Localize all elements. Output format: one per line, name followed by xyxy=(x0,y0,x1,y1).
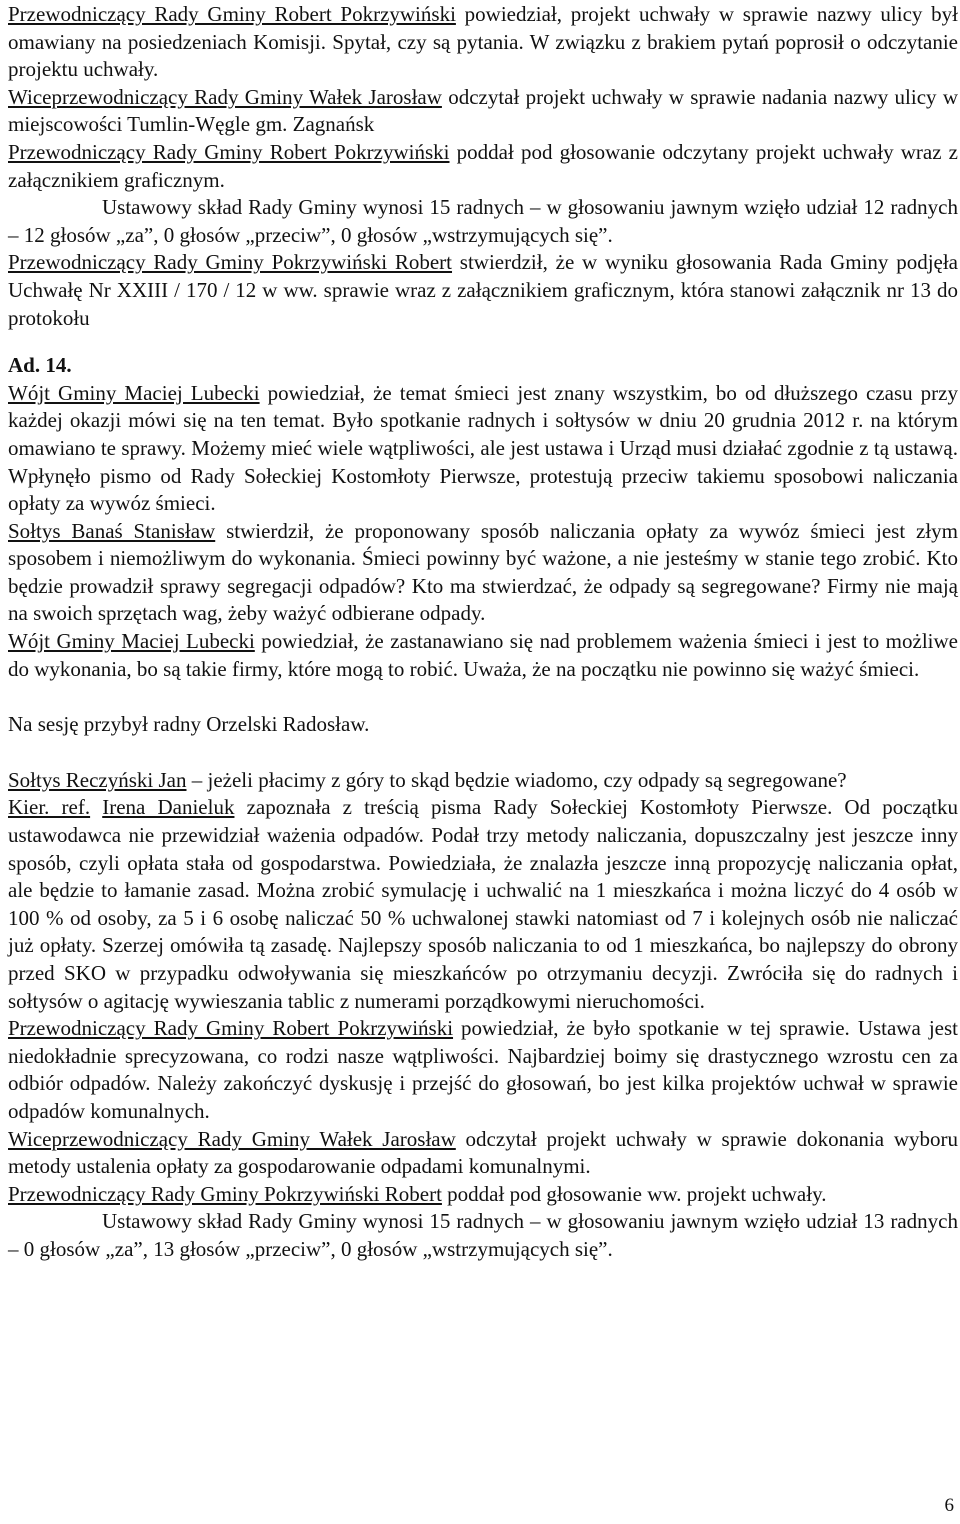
paragraph-text: stwierdził, że proponowany sposób naliczania opłaty za wywóz śmieci jest złym sposobem i niemożliwym do wykonania. Śmieci powinny być ważone, a nie jesteśmy w stanie tego zrobić. Kto będzie prowadził sprawy segregacji odpadów? Kto ma stwierdzać, że odpady są segregowane? Firmy nie mają na swoich sprzętach wag, żeby ważyć odbierane odpady. xyxy=(8,518,958,626)
speaker-prefix: Kier. ref. xyxy=(8,795,91,820)
paragraph xyxy=(8,628,958,683)
paragraph xyxy=(8,380,958,518)
speaker-name: Przewodniczący Rady Gminy Pokrzywiński Robert xyxy=(8,250,453,275)
speaker-name: Wójt Gminy Maciej Lubecki xyxy=(8,629,255,654)
paragraph xyxy=(8,1181,958,1209)
vote-result: Ustawowy skład Rady Gminy wynosi 15 radnych – w głosowaniu jawnym wzięło udział 13 radnych – 0 głosów „za”, 13 głosów „przeciw”, 0 głosów „wstrzymujących się”. xyxy=(8,1209,958,1261)
speaker-name: Wiceprzewodniczący Rady Gminy Wałek Jarosław xyxy=(8,84,442,109)
page-number: 6 xyxy=(944,1495,954,1516)
paragraph-text: poddał pod głosowanie ww. projekt uchwały. xyxy=(441,1181,827,1206)
paragraph xyxy=(8,794,958,1015)
paragraph-text: poddał pod głosowanie odczytany projekt uchwały wraz z załącznikiem graficznym. xyxy=(8,139,958,192)
section-heading: Ad. 14. xyxy=(8,353,72,378)
paragraph xyxy=(8,518,958,628)
speaker-name: Przewodniczący Rady Gminy Robert Pokrzywiński xyxy=(8,2,456,26)
speaker-name: Przewodniczący Rady Gminy Robert Pokrzywiński xyxy=(8,1016,454,1041)
paragraph-text: powiedział, że temat śmieci jest znany wszystkim, bo od dłuższego czasu przy każdej okazji mówi się na ten temat. Było spotkanie radnych i sołtysów w dniu 20 grudnia 2012 r. na którym omawiano te sprawy. Możemy mieć wiele wątpliwości, ale jest ustawa i Urząd musi działać zgodnie z tą ustawą. Wpłynęło pismo od Rady Sołeckiej Kostomłoty Pierwsze, protestują przeciw takiemu sposobowi naliczania opłaty za wywóz śmieci. xyxy=(8,380,958,516)
paragraph-text: powiedział, projekt uchwały w sprawie nazwy ulicy był omawiany na posiedzeniach Komisji. Spytał, czy są pytania. W związku z brakiem pytań poprosił o odczytanie projektu uchwały. xyxy=(8,2,958,82)
speaker-name: Przewodniczący Rady Gminy Robert Pokrzywiński xyxy=(8,139,450,164)
document-body xyxy=(8,1,958,1264)
paragraph-text: powiedział, że zastanawiano się nad problemem ważenia śmieci i jest to możliwe do wykonania, bo są takie firmy, które mogą to robić. Uważa, że na początku nie powinno się ważyć śmieci. xyxy=(8,629,958,681)
paragraph xyxy=(8,1,958,84)
paragraph xyxy=(8,767,958,795)
speaker-name: Wiceprzewodniczący Rady Gminy Wałek Jarosław xyxy=(8,1126,456,1151)
paragraph xyxy=(8,84,958,139)
speaker-name: Irena Danieluk xyxy=(102,795,235,820)
paragraph xyxy=(8,1126,958,1181)
speaker-name: Sołtys Banaś Stanisław xyxy=(8,518,216,543)
paragraph-text: odczytał projekt uchwały w sprawie dokonania wyboru metody ustalenia opłaty za gospodarowanie odpadami komunalnymi. xyxy=(8,1126,958,1179)
paragraph-text: – jeżeli płacimy z góry to skąd będzie wiadomo, czy odpady są segregowane? xyxy=(186,767,847,792)
paragraph xyxy=(8,139,958,194)
paragraph xyxy=(8,1015,958,1125)
spacer xyxy=(8,739,958,767)
spacer xyxy=(8,332,958,352)
speaker-name: Sołtys Reczyński Jan xyxy=(8,767,187,792)
speaker-name: Przewodniczący Rady Gminy Pokrzywiński Robert xyxy=(8,1181,442,1206)
paragraph xyxy=(8,249,958,332)
paragraph-text: zapoznała z treścią pisma Rady Sołeckiej Kostomłoty Pierwsze. Od początku ustawodawca nie przewidział ważenia odpadów. Podał trzy metody naliczania, dopuszczalny jest jeszcze inny sposób, czyli opłata stała od gospodarstwa. Powiedziała, że znalazła jeszcze inną propozycję naliczania opłat, ale będzie to łamanie zasad. Można zrobić symulację i uchwalić na 1 mieszkańca i można liczyć do 4 osób w 100 % od osoby, za 5 i 6 osobę naliczać 50 % uchwalonej stawki natomiast od 7 i kolejnych osób nie naliczać już opłaty. Szerzej omówiła tą zasadę. Najlepszy sposób naliczania to od 1 mieszkańca, bo najlepszy do obrony przed SKO w przypadku odwoływania się mieszkańców po otrzymaniu decyzji. Zwróciła się do radnych i sołtysów o agitację wywieszania tablic z numerami porządkowymi nieruchomości. xyxy=(8,795,959,1013)
paragraph-text: powiedział, że było spotkanie w tej sprawie. Ustawa jest niedokładnie sprecyzowana, co rodzi nasze wątpliwości. Najbardziej boimy się drastycznego wzrostu cen za odbiór odpadów. Należy zakończyć dyskusję i przejść do głosowań, bo jest kilka projektów uchwał w sprawie odpadów komunalnych. xyxy=(8,1016,958,1123)
speaker-name: Wójt Gminy Maciej Lubecki xyxy=(8,380,260,405)
vote-result: Ustawowy skład Rady Gminy wynosi 15 radnych – w głosowaniu jawnym wzięło udział 12 radnych – 12 głosów „za”, 0 głosów „przeciw”, 0 głosów „wstrzymujących się”. xyxy=(8,195,958,247)
paragraph-text: odczytał projekt uchwały w sprawie nadania nazwy ulicy w miejscowości Tumlin-Węgle gm. Zagnańsk xyxy=(8,84,958,137)
paragraph-text: stwierdził, że w wyniku głosowania Rada Gminy podjęła Uchwałę Nr XXIII / 170 / 12 w ww. sprawie wraz z załącznikiem graficznym, która stanowi załącznik nr 13 do protokołu xyxy=(8,250,959,330)
spacer xyxy=(8,683,958,711)
paragraph: Na sesję przybył radny Orzelski Radosław. xyxy=(8,712,370,737)
